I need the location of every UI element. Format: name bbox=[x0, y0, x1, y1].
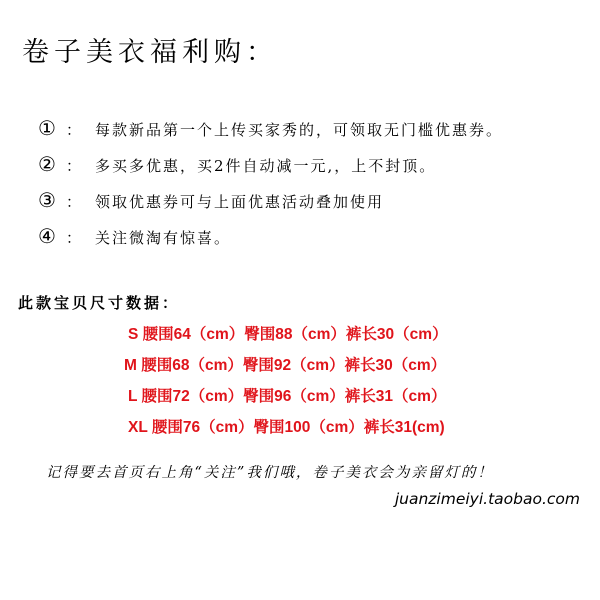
size-row-m: M 腰围68（cm）臀围92（cm）裤长30（cm） bbox=[124, 357, 447, 374]
benefit-colon: ： bbox=[65, 193, 83, 211]
shop-url: juanzimeiyi.taobao.com bbox=[394, 490, 580, 508]
benefit-item-1 bbox=[38, 116, 503, 140]
benefit-text: 领取优惠券可与上面优惠活动叠加使用 bbox=[94, 193, 384, 211]
benefit-number: ④ bbox=[38, 224, 58, 248]
benefit-text: 每款新品第一个上传买家秀的，可领取无门槛优惠券。 bbox=[94, 121, 503, 139]
benefit-text: 关注微淘有惊喜。 bbox=[94, 229, 231, 247]
benefit-colon: ： bbox=[65, 157, 83, 175]
benefit-colon: ： bbox=[65, 229, 83, 247]
size-row-s: S 腰围64（cm）臀围88（cm）裤长30（cm） bbox=[128, 326, 448, 343]
size-row-xl: XL 腰围76（cm）臀围100（cm）裤长31(cm) bbox=[128, 419, 445, 436]
size-row-l: L 腰围72（cm）臀围96（cm）裤长31（cm） bbox=[128, 388, 447, 405]
benefit-number: ③ bbox=[38, 188, 58, 212]
benefit-number: ② bbox=[38, 152, 58, 176]
benefit-item-4 bbox=[38, 224, 231, 248]
benefit-number: ① bbox=[38, 116, 58, 140]
page-title: 卷子美衣福利购： bbox=[22, 37, 278, 68]
benefit-text: 多买多优惠，买2件自动减一元,，上不封顶。 bbox=[94, 157, 437, 175]
benefit-item-3 bbox=[38, 188, 384, 212]
benefit-item-2 bbox=[38, 152, 436, 176]
follow-reminder: 记得要去首页右上角“关注”我们哦，卷子美衣会为亲留灯的！ bbox=[46, 465, 494, 481]
benefit-colon: ： bbox=[65, 121, 83, 139]
size-heading: 此款宝贝尺寸数据： bbox=[18, 294, 181, 312]
